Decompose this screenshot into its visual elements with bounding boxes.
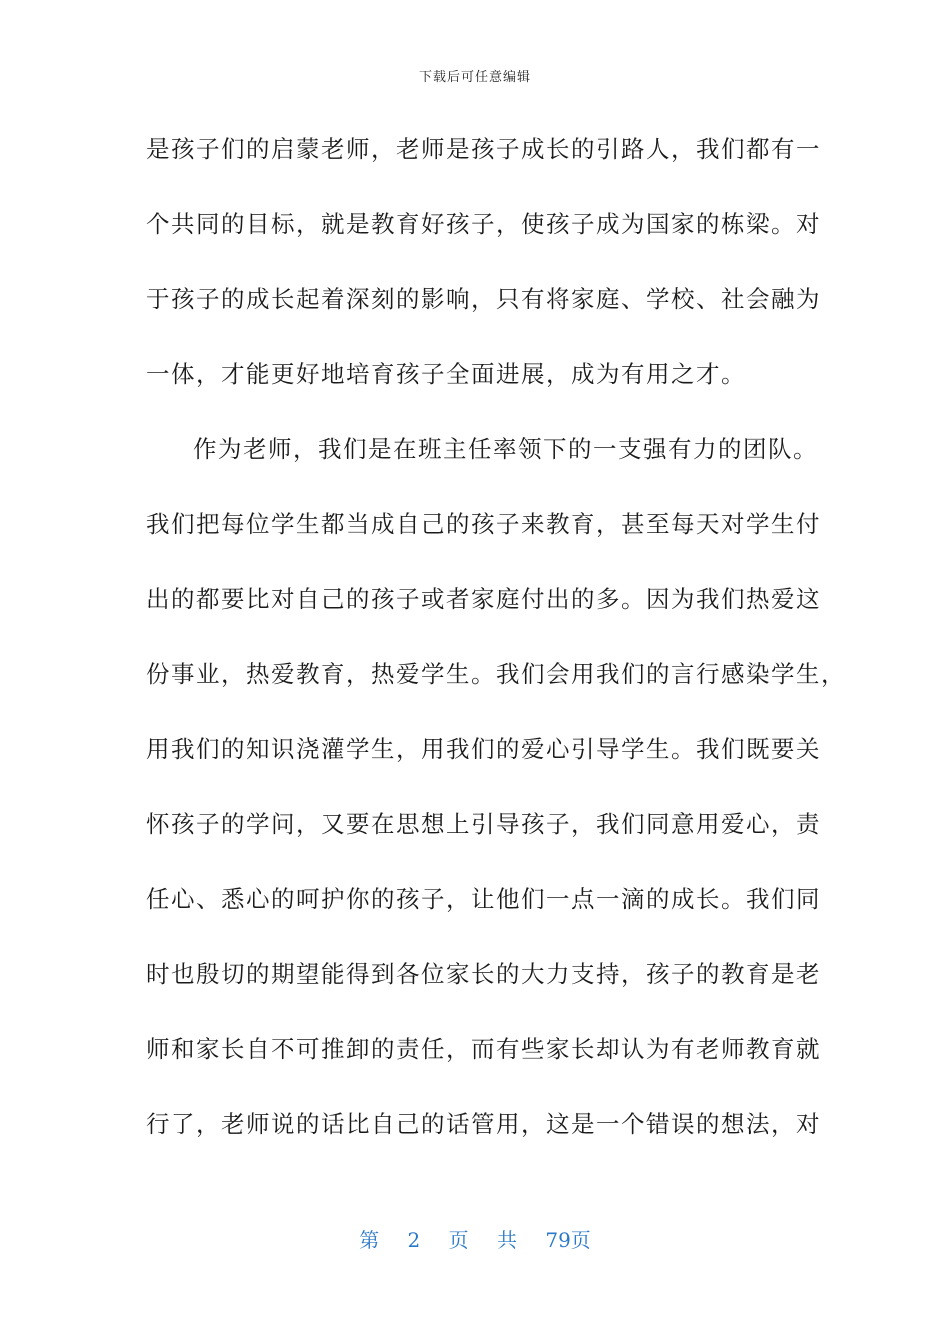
text-line: 出的都要比对自己的孩子或者家庭付出的多。因为我们热爱这: [146, 585, 821, 613]
document-body: [146, 112, 846, 1162]
text-line: 于孩子的成长起着深刻的影响，只有将家庭、学校、社会融为: [146, 285, 821, 313]
current-page-number: 2: [407, 1228, 421, 1252]
text-line: 师和家长自不可推卸的责任，而有些家长却认为有老师教育就: [146, 1035, 821, 1063]
text-line: 一体，才能更好地培育孩子全面进展，成为有用之才。: [146, 360, 746, 388]
text-line: 任心、悉心的呵护你的孩子，让他们一点一滴的成长。我们同: [146, 885, 821, 913]
total-pages: 79页: [545, 1228, 591, 1252]
text-line: 是孩子们的启蒙老师，老师是孩子成长的引路人，我们都有一: [146, 135, 821, 163]
page-header: 下载后可任意编辑: [418, 70, 531, 85]
text-line: 怀孩子的学问，又要在思想上引导孩子，我们同意用爱心，责: [146, 810, 821, 838]
text-line: 我们把每位学生都当成自己的孩子来教育，甚至每天对学生付: [146, 510, 821, 538]
page-number-footer: [0, 1224, 950, 1253]
text-line-paragraph-start: 作为老师，我们是在班主任率领下的一支强有力的团队。: [193, 435, 818, 463]
text-line: 份事业，热爱教育，热爱学生。我们会用我们的言行感染学生，: [146, 660, 846, 688]
text-line: 个共同的目标，就是教育好孩子，使孩子成为国家的栋梁。对: [146, 210, 821, 238]
footer-label-total: 共: [497, 1228, 517, 1252]
text-line: 时也殷切的期望能得到各位家长的大力支持，孩子的教育是老: [146, 960, 821, 988]
footer-label-page: 页: [448, 1228, 469, 1252]
text-line: 用我们的知识浇灌学生，用我们的爱心引导学生。我们既要关: [146, 735, 821, 763]
footer-label-prefix: 第: [359, 1228, 380, 1252]
text-line: 行了，老师说的话比自己的话管用，这是一个错误的想法，对: [146, 1110, 821, 1138]
